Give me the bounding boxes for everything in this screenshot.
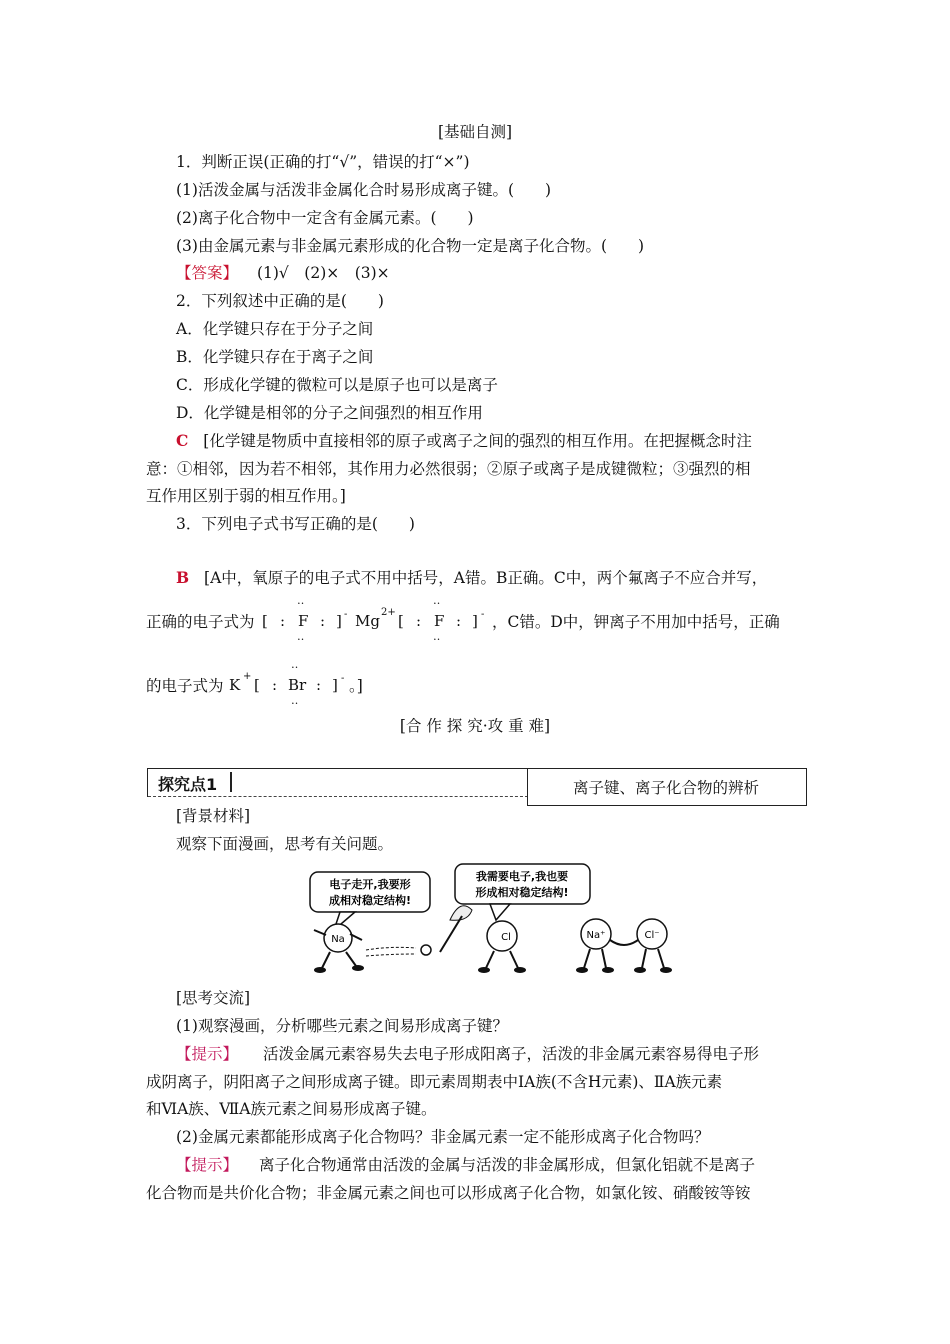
ion-pair-characters: [576, 919, 672, 973]
na-atom-character: [314, 924, 364, 973]
hint-label: 【提示】: [176, 1156, 239, 1174]
electron-fleeing: [366, 945, 431, 956]
atom-br: Br: [288, 676, 307, 694]
point-label: 探究点1: [158, 775, 218, 794]
d2-hint-2: 化合物而是共价化合物；非金属元素之间也可以形成离子化合物，如氯化铵、硝酸铵等铵: [146, 1184, 751, 1202]
q3-explanation-2-suffix: ，C错。D中，钾离子不用加中括号，正确: [492, 613, 780, 631]
background-text: 观察下面漫画，思考有关问题。: [176, 835, 394, 853]
svg-text:形成相对稳定结构!: 形成相对稳定结构!: [475, 886, 569, 899]
point-title: 离子键、离子化合物的辨析: [572, 779, 759, 797]
discussion-label: [思考交流]: [176, 989, 251, 1007]
q2-explanation-3: 互作用区别于弱的相互作用。]: [146, 487, 346, 505]
d2-hint-1: 【提示】 离子化合物通常由活泼的金属与活泼的非金属形成，但氯化铝就不是离子: [176, 1156, 755, 1174]
speech-bubble-left: [310, 872, 430, 930]
q2-stem: 2．下列叙述中正确的是( ): [176, 292, 384, 310]
q2-answer-letter: C: [176, 431, 189, 450]
q1-stem: 1．判断正误(正确的打“√”，错误的打“×”): [176, 153, 470, 171]
q2-option-c: C．形成化学键的微粒可以是原子也可以是离子: [176, 376, 498, 394]
atom-k: K: [229, 676, 241, 694]
atom-mg: Mg: [355, 612, 380, 630]
answer-text: (1)√ (2)× (3)×: [256, 264, 390, 282]
svg-text:Na: Na: [331, 934, 345, 945]
q2-explanation-1: C [化学键是物质中直接相邻的原子或离子之间的强烈的相互作用。在把握概念时注: [176, 431, 752, 450]
q3-explanation-2-prefix: 正确的电子式为: [146, 613, 255, 631]
d1-hint-2: 成阴离子，阴阳离子之间形成离子键。即元素周期表中ⅠA族(不含H元素)、ⅡA族元素: [146, 1073, 723, 1091]
hint-label: 【提示】: [176, 1045, 239, 1063]
background-label: [背景材料]: [176, 807, 251, 825]
point-label-divider: [230, 772, 232, 792]
q2-explanation-2: 意：①相邻，因为若不相邻，其作用力必然很弱；②原子或离子是成键微粒；③强烈的相: [146, 460, 751, 478]
q2-option-d: D．化学键是相邻的分子之间强烈的相互作用: [176, 404, 483, 422]
d1-question: (1)观察漫画，分析哪些元素之间易形成离子键？: [176, 1017, 508, 1035]
q2-option-b: B．化学键只存在于离子之间: [176, 348, 374, 366]
svg-text:Na⁺: Na⁺: [586, 930, 606, 941]
answer-label: 【答案】: [176, 264, 239, 282]
svg-text:成相对稳定结构!: 成相对稳定结构!: [328, 894, 412, 907]
q3-explanation-3-suffix: 。]: [349, 677, 363, 695]
comic-illustration: [300, 860, 700, 980]
svg-text:我需要电子,我也要: 我需要电子,我也要: [475, 870, 569, 883]
speech-bubble-right: [455, 864, 590, 920]
svg-text:Cl⁻: Cl⁻: [644, 930, 660, 941]
atom-f-2: F: [434, 612, 445, 630]
q2-option-a: A．化学键只存在于分子之间: [176, 320, 374, 338]
d1-hint-1: 【提示】 活泼金属元素容易失去电子形成阳离子，活泼的非金属元素容易得电子形: [176, 1045, 759, 1063]
section-header-self-test: [基础自测]: [437, 123, 513, 141]
atom-f-1: F: [298, 612, 309, 630]
svg-text:Cl: Cl: [501, 932, 511, 943]
q1-item-2: (2)离子化合物中一定含有金属元素。( ): [176, 209, 474, 227]
svg-text:电子走开,我要形: 电子走开,我要形: [329, 878, 411, 891]
q3-explanation-3-prefix: 的电子式为: [146, 677, 224, 695]
cl-atom-character: [440, 906, 526, 973]
q1-item-1: (1)活泼金属与活泼非金属化合时易形成离子键。( ): [176, 181, 552, 199]
q3-stem: 3．下列电子式书写正确的是( ): [176, 515, 415, 533]
section-header-cooperate: [合 作 探 究·攻 重 难]: [399, 717, 551, 735]
q3-explanation-1: B [A中，氧原子的电子式不用中括号，A错。B正确。C中，两个氟离子不应合并写，: [176, 568, 768, 587]
q1-item-3: (3)由金属元素与非金属元素形成的化合物一定是离子化合物。( ): [176, 237, 645, 255]
q3-answer-letter: B: [176, 568, 190, 587]
d1-hint-3: 和ⅥA族、ⅦA族元素之间易形成离子键。: [146, 1100, 437, 1118]
document-page: [基础自测] 1．判断正误(正确的打“√”，错误的打“×”) (1)活泼金属与活泼非金属化合时易形成离子键。( ) (2)离子化合物中一定含有金属元素。( ) (3)由金属元素与非金属元素形成的化合物一定是离子化合物。( ) 【答案】 (1)√ (2)× (3)× 2．下列叙述中正确的是( ) A．化学键只存在于分子之间 B．化学键只存在于离子之间 C．形成化学键的微粒可以是原子也可以是离子 D．化学键是相邻的分子之间强烈的相互作用 C [化学键是物质中直接相邻的原子或离子之间的强烈的相互作用。在把握概念时注 意：①相邻，因为若不相邻，其作用力必然很弱；②原子或离子是成键微粒；③强烈的相 互作用区别于弱的相互作用。] 3．下列电子式书写正确的是( ) B [A中，氧原子的电子式不用中括号，A错。B正确。C中，两个氟离子不应合并写， 正确的电子式为 [ : F ‥ ‥ : ] - Mg 2+ [ : F ‥ ‥ : ] - ，C错。D中，钾离子不用加中括号，正确 的电子式为 K + [ : Br ‥ ‥ : ] - 。] [合 作 探 究·攻 重 难] 探究点1 离子键、离子化合物的辨析 [背景材料] 观察下面漫画，思考有关问题。 电子走开,我要形 成相对稳定结构! 我需要电子,我也要 形成相对稳定结构! Na Cl Na⁺ Cl⁻ [思考交流] (1)观察漫画，分析哪些元素之间易形成离子键？ 【提示】 活泼金属元素容易失去电子形成阳离子，活泼的非金属元素容易得电子形 成阴离子，阴阳离子之间形成离子键。即元素周期表中ⅠA族(不含H元素)、ⅡA族元素 和ⅥA族、ⅦA族元素之间易形成离子键。 (2)金属元素都能形成离子化合物吗？非金属元素一定不能形成离子化合物吗？ 【提示】 离子化合物通常由活泼的金属与活泼的非金属形成，但氯化铝就不是离子 化合物而是共价化合物；非金属元素之间也可以形成离子化合物，如氯化铵、硝酸铵等铵: [0, 0, 950, 1344]
d2-question: (2)金属元素都能形成离子化合物吗？非金属元素一定不能形成离子化合物吗？: [176, 1128, 710, 1146]
q1-answer: [176, 263, 390, 283]
